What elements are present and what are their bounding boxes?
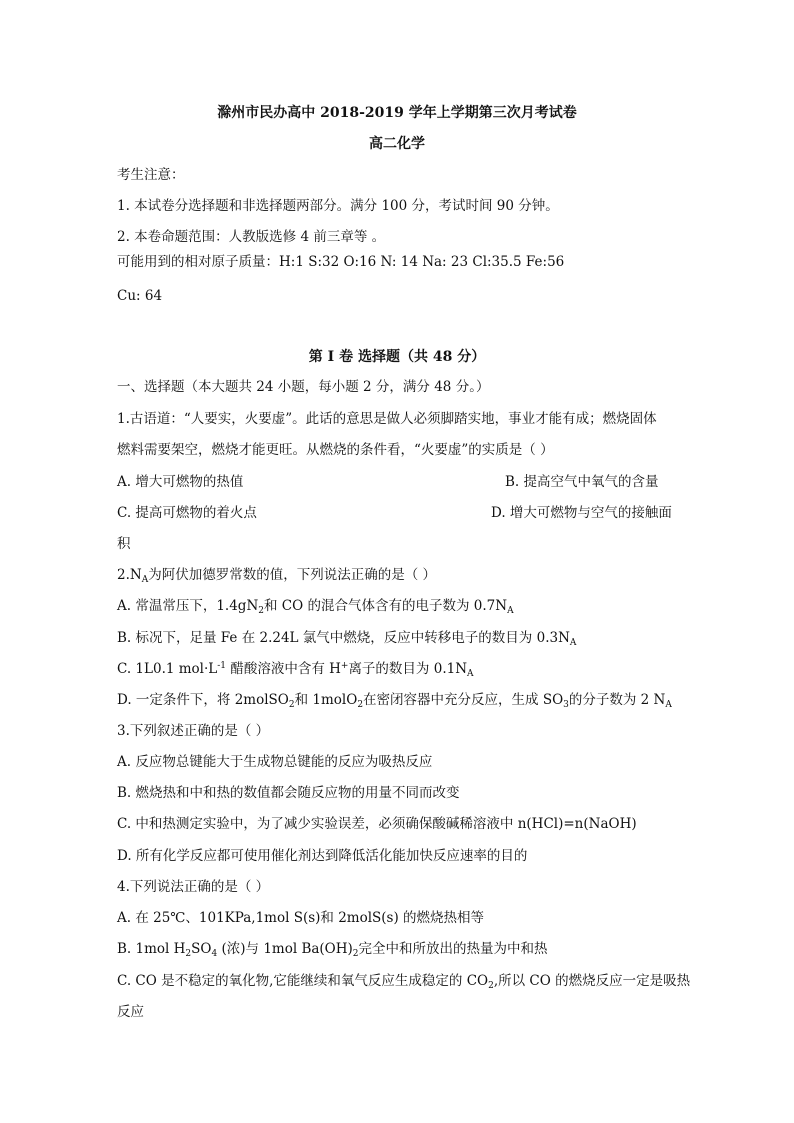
- exam-title: 滁州市民办高中 2018-2019 学年上学期第三次月考试卷: [217, 105, 577, 121]
- notice-item-2: 2. 本卷命题范围：人教版选修 4 前三章等 。: [117, 229, 386, 245]
- q1-option-d: D. 增大可燃物与空气的接触面: [491, 505, 672, 521]
- q3-option-d: D. 所有化学反应都可使用催化剂达到降低活化能加快反应速率的目的: [117, 848, 528, 864]
- atomic-mass-line-2: Cu: 64: [117, 288, 163, 304]
- q4-option-a: A. 在 25℃、101KPa,1mol S(s)和 2molS(s) 的燃烧热相等: [117, 910, 485, 926]
- q2-option-a: A. 常温常压下，$1.4gN_2$和 CO 的混合气体含有的电子数为 $0.7N_A$: [117, 598, 514, 616]
- atomic-mass-line-1: 可能用到的相对原子质量：H:1 S:32 O:16 N: 14 Na: 23 Cl:35.5 Fe:56: [117, 254, 565, 270]
- q1-option-b: B. 提高空气中氧气的含量: [505, 474, 659, 490]
- exam-subject: 高二化学: [369, 136, 425, 152]
- q3-option-a: A. 反应物总键能大于生成物总键能的反应为吸热反应: [117, 754, 433, 770]
- q2-option-b: B. 标况下，足量 Fe 在 2.24L 氯气中燃烧，反应中转移电子的数目为 $0.3N_A$: [117, 630, 577, 648]
- section-heading: 一、选择题（本大题共 24 小题，每小题 2 分，满分 48 分。）: [117, 379, 490, 395]
- q2-option-c: C. 1L0.1 $mol\cdot L^{-1}$ 醋酸溶液中含有 H+离子的数目为 $0.1N_A$: [117, 661, 474, 679]
- notice-item-1: 1. 本试卷分选择题和非选择题两部分。满分 100 分，考试时间 90 分钟。: [117, 198, 559, 214]
- q1-stem-line-1: 1.古语道：“人要实，火要虚”。此话的意思是做人必须脚踏实地，事业才能有成；燃烧固体: [117, 411, 657, 427]
- q4-option-c-continued: 反应: [117, 1004, 144, 1020]
- q4-option-c: C. CO 是不稳定的氧化物,它能继续和氧气反应生成稳定的 $CO_2$,所以 CO 的燃烧反应一定是吸热: [117, 973, 691, 991]
- q3-stem: 3.下列叙述正确的是（ ）: [117, 723, 270, 739]
- q2-option-d: D. 一定条件下，将 2molSO$_2$和 1molO$_2$在密闭容器中充分反应，生成 $SO_3$的分子数为 2 $N_A$: [117, 692, 672, 710]
- q1-stem-line-2: 燃料需要架空，燃烧才能更旺。从燃烧的条件看，“火要虚”的实质是（ ）: [117, 442, 554, 458]
- q3-option-b: B. 燃烧热和中和热的数值都会随反应物的用量不同而改变: [117, 785, 460, 801]
- part-heading: 第 I 卷 选择题（共 48 分）: [308, 349, 486, 365]
- notice-heading: 考生注意：: [117, 167, 185, 183]
- q4-stem: 4.下列说法正确的是（ ）: [117, 879, 270, 895]
- q3-option-c: C. 中和热测定实验中，为了减少实验误差，必须确保酸碱稀溶液中 n(HCl)=n(NaOH): [117, 816, 637, 832]
- q1-option-a: A. 增大可燃物的热值: [117, 474, 244, 490]
- q2-stem: $2.N_A$为阿伏加德罗常数的值，下列说法正确的是（ ）: [117, 567, 436, 585]
- q1-option-d-continued: 积: [117, 536, 131, 552]
- q1-option-c: C. 提高可燃物的着火点: [117, 505, 257, 521]
- q4-option-b: B. 1mol $H_2SO_4$ (浓)与 1mol $Ba(OH)_2$完全中和所放出的热量为中和热: [117, 941, 548, 959]
